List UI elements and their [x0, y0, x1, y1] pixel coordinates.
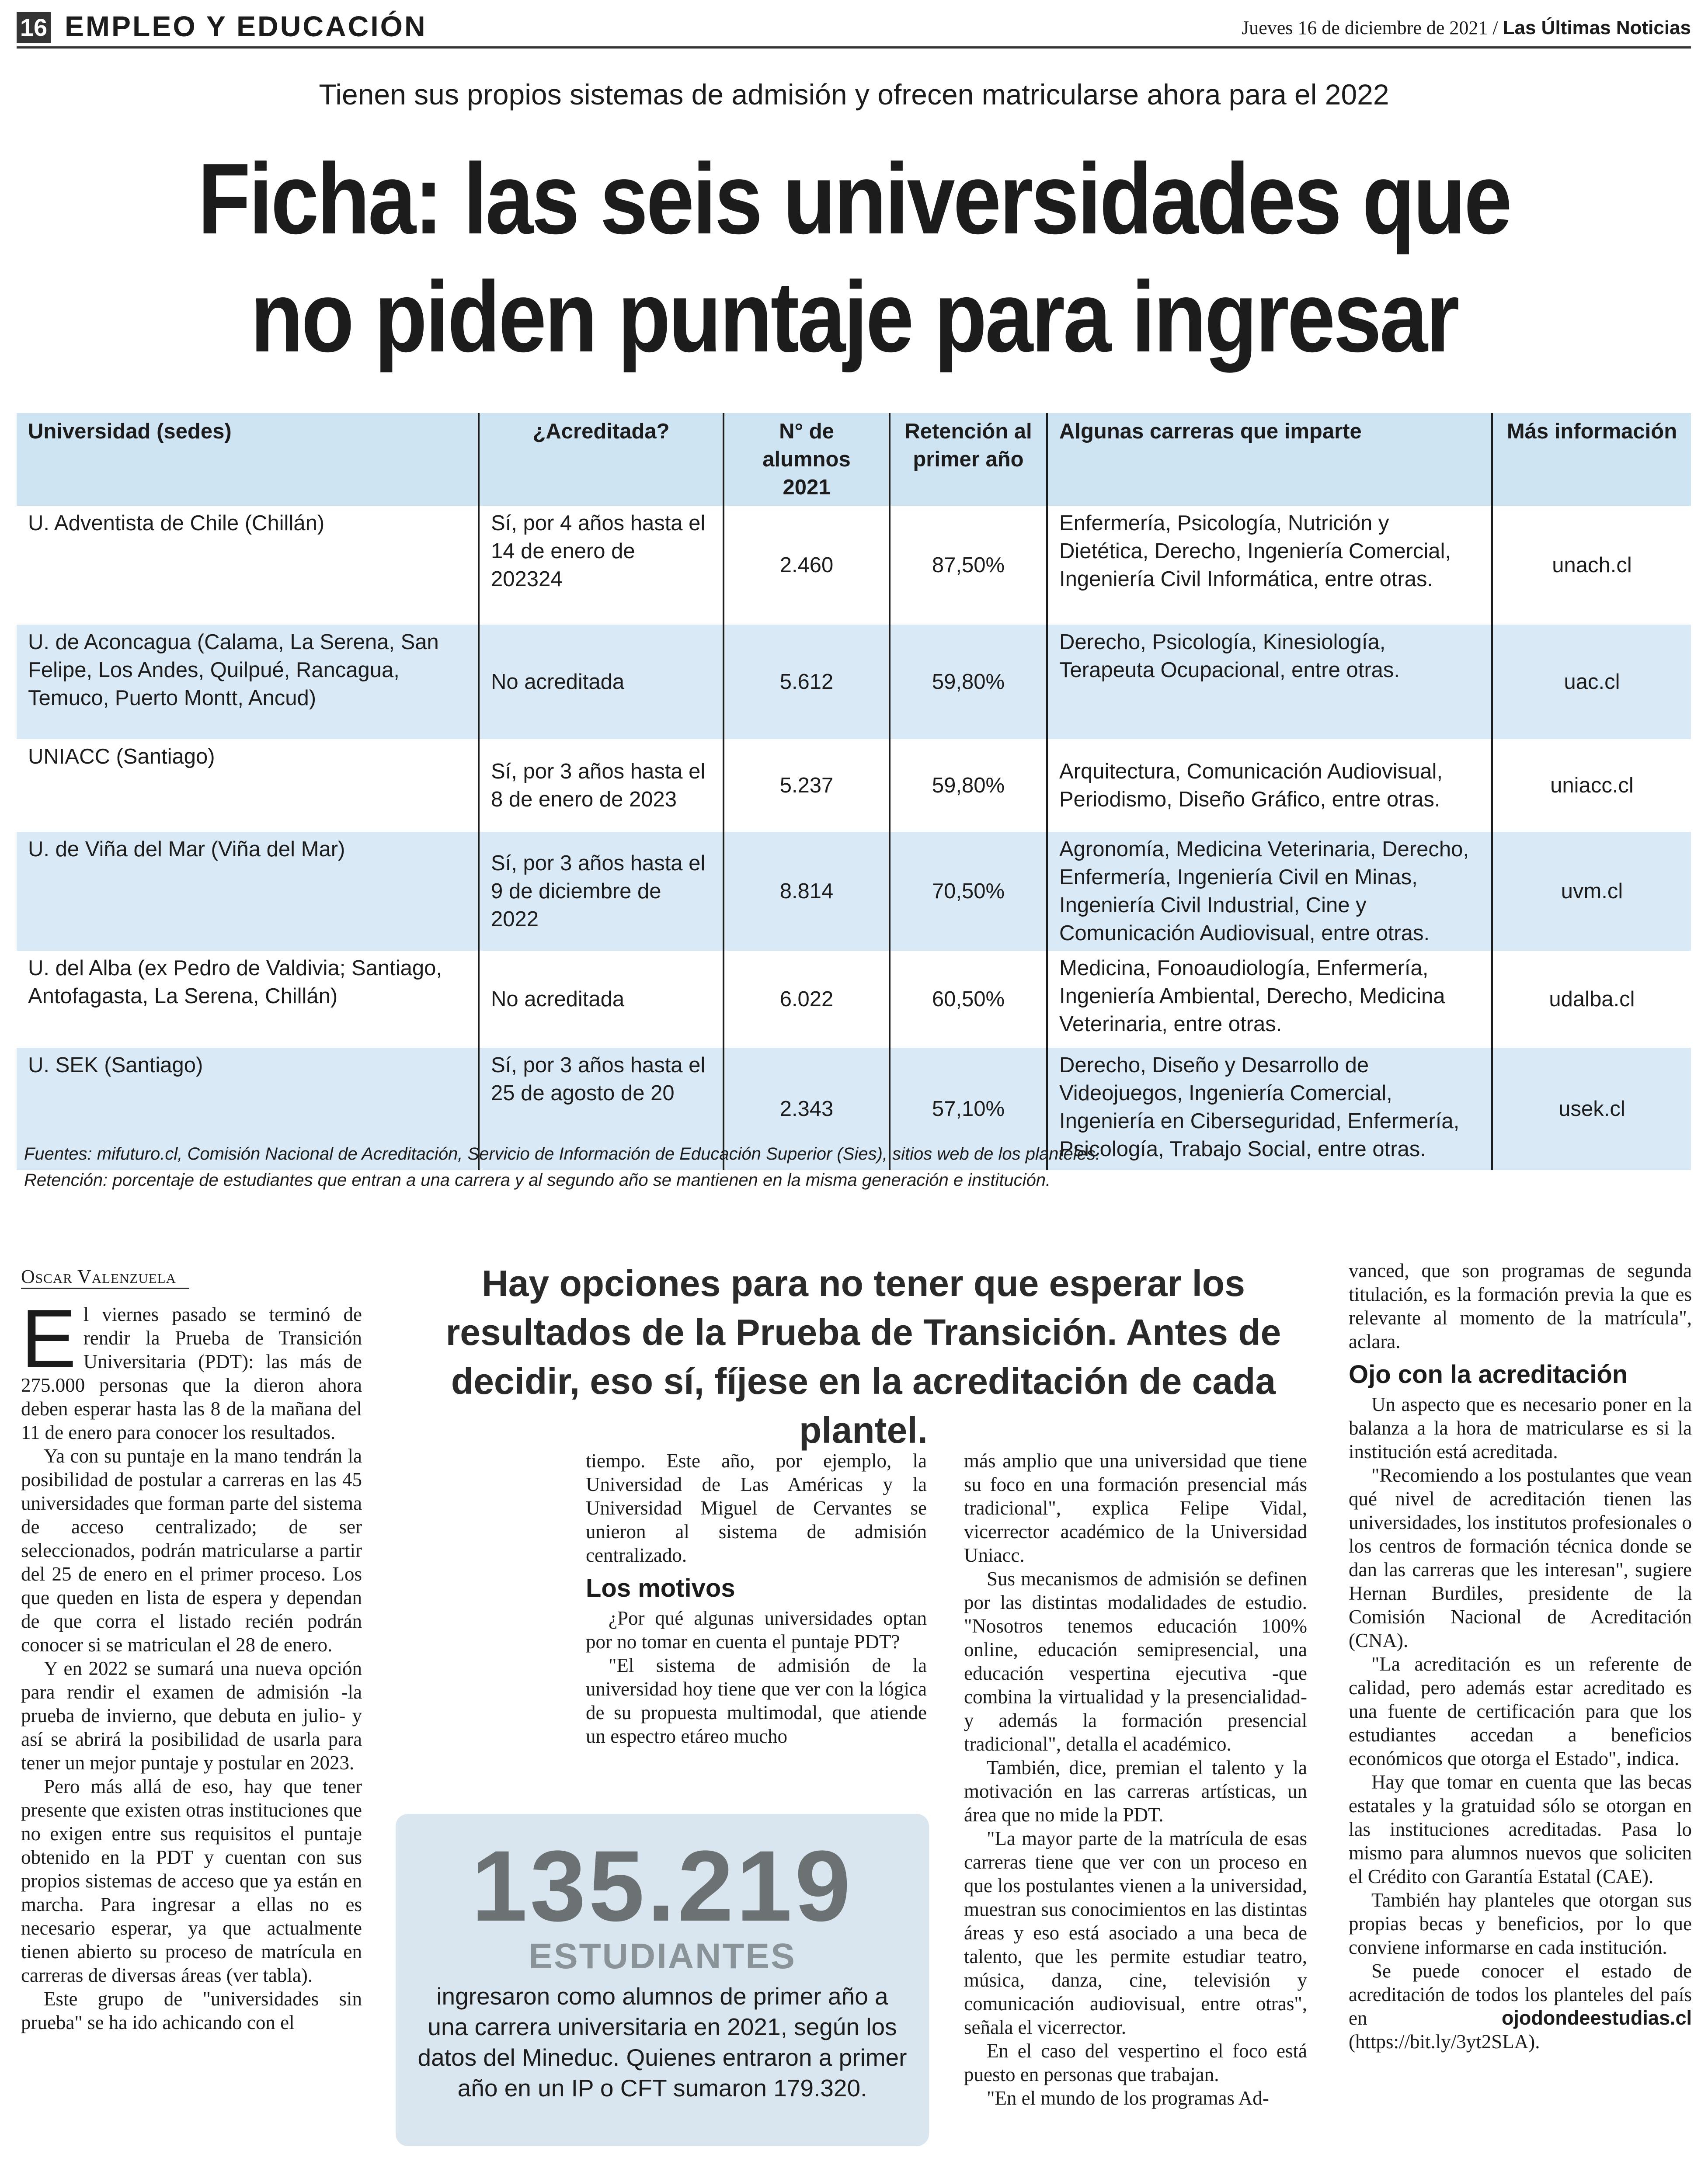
cell-website: unach.cl	[1492, 506, 1691, 625]
article-paragraph: más amplio que una universidad que tiene su foco en una formación presencial más tradicional", explica Felipe Vidal, vicerrector académico de la Universidad Uniacc.	[964, 1450, 1307, 1566]
cell-students: 5.237	[724, 739, 890, 832]
column-header-info: Más información	[1492, 413, 1691, 506]
table-notes	[24, 1141, 1100, 1193]
article-paragraph: ¿Por qué algunas universidades optan por no tomar en cuenta el puntaje PDT?	[586, 1607, 927, 1653]
article-paragraph: "En el mundo de los programas Ad-	[987, 2087, 1269, 2109]
short-url: (https://bit.ly/3yt2SLA).	[1349, 2031, 1540, 2053]
cell-careers: Medicina, Fonoaudiología, Enfermería, Ingeniería Ambiental, Derecho, Medicina Veterinaria, entre otras.	[1047, 951, 1492, 1048]
cell-accredited: No acreditada	[479, 951, 724, 1048]
article-paragraph: Y en 2022 se sumará una nueva opción para rendir el examen de admisión -la prueba de invierno, que debuta en julio- y así se abrirá la posibilidad de usarla para tener un mejor puntaje y postular en 2023.	[21, 1657, 362, 1774]
deck: Hay opciones para no tener que esperar los resultados de la Prueba de Transición. Antes de decidir, eso sí, fíjese en la acreditación de cada plantel.	[445, 1263, 1281, 1451]
cell-retention: 70,50%	[890, 832, 1047, 951]
table-sources: Fuentes: mifuturo.cl, Comisión Nacional de Acreditación, Servicio de Información de Educación Superior (Sies), sitios web de los planteles.	[24, 1144, 1100, 1164]
article-paragraph: Pero más allá de eso, hay que tener presente que existen otras instituciones que no exigen entre sus requisitos el puntaje obtenido en la PDT y cuentan con sus propios sistemas de acceso que ya están en marcha. Para ingresar a ellas no es necesario esperar, ya que actualmente tienen abierto su proceso de matrícula en carreras de diversas áreas (ver tabla).	[21, 1775, 362, 1986]
cell-accredited: Sí, por 3 años hasta el 8 de enero de 2023	[479, 739, 724, 832]
article-paragraph: Ya con su puntaje en la mano tendrán la posibilidad de postular a carreras en las 45 universidades que forman parte del sistema de acceso centralizado; de ser seleccionados, podrán matricularse a partir del 25 de enero en el primer proceso. Los que queden en lista de espera y dependan de que corra el listado recién podrán conocer si se matriculan el 28 de enero.	[21, 1445, 362, 1656]
article-paragraph: En el caso del vespertino el foco está puesto en personas que trabajan.	[964, 2040, 1307, 2085]
cell-retention: 57,10%	[890, 1048, 1047, 1170]
cell-students: 5.612	[724, 625, 890, 739]
article-paragraph: Hay que tomar en cuenta que las becas estatales y la gratuidad sólo se otorgan en las instituciones acreditadas. Pasa lo mismo para alumnos nuevos que soliciten el Crédito con Garantía Estatal (CAE).	[1349, 1771, 1692, 1887]
cell-website: uac.cl	[1492, 625, 1691, 739]
cell-careers: Enfermería, Psicología, Nutrición y Dietética, Derecho, Ingeniería Comercial, Ingeniería Civil Informática, entre otras.	[1047, 506, 1492, 625]
article-column-4	[1349, 1259, 1692, 2053]
cell-accredited: Sí, por 3 años hasta el 25 de agosto de 20	[479, 1048, 724, 1170]
paragraph-text: Se puede conocer el estado de acreditación de todos los planteles del país en	[1349, 1960, 1692, 2029]
cell-university: U. SEK (Santiago)	[17, 1048, 479, 1170]
cell-retention: 87,50%	[890, 506, 1047, 625]
article-paragraph: "Recomiendo a los postulantes que vean qué nivel de acreditación tienen las universidades, los institutos profesionales o los centros de formación técnica donde se dan las carreras que les interesan", sugiere Hernan Burdiles, presidente de la Comisión Nacional de Acreditación (CNA).	[1349, 1464, 1692, 1651]
cell-careers: Derecho, Diseño y Desarrollo de Videojuegos, Ingeniería Comercial, Ingeniería en Ciberseguridad, Enfermería, Psicología, Trabajo Social, entre otras.	[1047, 1048, 1492, 1170]
publication-name: Las Últimas Noticias	[1503, 17, 1691, 38]
dateline	[1242, 17, 1691, 39]
page-header	[17, 8, 1691, 49]
website-link[interactable]: ojodondeestudias.cl	[1501, 2007, 1692, 2029]
table-row	[17, 739, 1691, 832]
cell-students: 2.460	[724, 506, 890, 625]
cell-accredited: No acreditada	[479, 625, 724, 739]
article-paragraph: tiempo. Este año, por ejemplo, la Universidad de Las Américas y la Universidad Miguel de Cervantes se unieron al sistema de admisión centralizado.	[586, 1450, 927, 1566]
cell-careers: Derecho, Psicología, Kinesiología, Terapeuta Ocupacional, entre otras.	[1047, 625, 1492, 739]
column-header-students: N° de alumnos 2021	[724, 413, 890, 506]
cell-retention: 59,80%	[890, 739, 1047, 832]
article-paragraph: "La acreditación es un referente de calidad, pero además estar acreditado es una fuente de certificación para que los estudiantes accedan a beneficios económicos que otorga el Estado", indica.	[1349, 1653, 1692, 1769]
column-header-retention: Retención al primer año	[890, 413, 1047, 506]
table-row	[17, 625, 1691, 739]
issue-date: Jueves 16 de diciembre de 2021 /	[1242, 17, 1503, 38]
table-row	[17, 951, 1691, 1048]
article-paragraph: "El sistema de admisión de la universidad hoy tiene que ver con la lógica de su propuesta multimodal, que atiende un espectro etáreo mucho	[586, 1654, 927, 1747]
cell-website: usek.cl	[1492, 1048, 1691, 1170]
headline-line-1: Ficha: las seis universidades que	[198, 142, 1510, 255]
kicker: Tienen sus propios sistemas de admisión y ofrecen matricularse ahora para el 2022	[319, 78, 1389, 111]
table-header-row	[17, 413, 1691, 506]
cell-website: uvm.cl	[1492, 832, 1691, 951]
article-paragraph	[21, 1292, 362, 1444]
column-header-careers: Algunas carreras que imparte	[1047, 413, 1492, 506]
stat-box	[396, 1814, 929, 2146]
article-paragraph	[1349, 1959, 1692, 2053]
subheading-acreditacion: Ojo con la acreditación	[1349, 1360, 1628, 1389]
retention-note: Retención: porcentaje de estudiantes que entran a una carrera y al segundo año se mantienen en la misma generación e institución.	[24, 1171, 1051, 1190]
article-paragraph: Sus mecanismos de admisión se definen por las distintas modalidades de estudio. "Nosotros tenemos educación 100% online, educación semipresencial, una educación vespertina ejecutiva -que combina la virtualidad y la presencialidad- y además la formación presencial tradicional", detalla el académico.	[964, 1568, 1307, 1755]
stat-unit: ESTUDIANTES	[529, 1936, 796, 1976]
cell-accredited: Sí, por 3 años hasta el 9 de diciembre de 2022	[479, 832, 724, 951]
section-title: EMPLEO Y EDUCACIÓN	[65, 10, 427, 42]
article-column-3	[964, 1449, 1307, 2110]
table-row	[17, 832, 1691, 951]
page-number: 16	[17, 12, 51, 43]
paragraph-text: l viernes pasado se terminó de rendir la Prueba de Transición Universitaria (PDT): las más de 275.000 personas que la dieron ahora deben esperar hasta las 8 de la mañana del 11 de enero para conocer los resultados.	[21, 1303, 362, 1443]
stat-number: 135.219	[471, 1830, 853, 1942]
byline: Oscar Valenzuela	[21, 1265, 189, 1289]
cell-students: 2.343	[724, 1048, 890, 1170]
table-row	[17, 506, 1691, 625]
article-paragraph: vanced, que son programas de segunda titulación, es la formación previa la que es relevante al momento de la matrícula", aclara.	[1349, 1260, 1692, 1352]
cell-retention: 59,80%	[890, 625, 1047, 739]
article-paragraph: Este grupo de "universidades sin prueba" se ha ido achicando con el	[21, 1988, 362, 2033]
universities-table	[17, 413, 1691, 1170]
cell-university: U. de Aconcagua (Calama, La Serena, San Felipe, Los Andes, Quilpué, Rancagua, Temuco, Puerto Montt, Ancud)	[17, 625, 479, 739]
cell-website: uniacc.cl	[1492, 739, 1691, 832]
cell-students: 8.814	[724, 832, 890, 951]
cell-retention: 60,50%	[890, 951, 1047, 1048]
article-column-2	[586, 1449, 927, 1748]
article-paragraph: Un aspecto que es necesario poner en la balanza a la hora de matricularse es si la institución está acreditada.	[1349, 1393, 1692, 1463]
cell-accredited: Sí, por 4 años hasta el 14 de enero de 202324	[479, 506, 724, 625]
cell-university: U. del Alba (ex Pedro de Valdivia; Santiago, Antofagasta, La Serena, Chillán)	[28, 956, 442, 1008]
cell-website: udalba.cl	[1492, 951, 1691, 1048]
article-paragraph: "La mayor parte de la matrícula de esas carreras tiene que ver con un proceso en que los postulantes vienen a la universidad, muestran sus conocimientos en las distintas áreas y eso está asociado a una beca de talento, que les permite estudiar teatro, música, danza, cine, televisión y comunicación audiovisual, entre otras", señala el vicerrector.	[964, 1828, 1307, 2038]
cell-university: U. de Viña del Mar (Viña del Mar)	[17, 832, 479, 951]
column-header-accredited: ¿Acreditada?	[479, 413, 724, 506]
article-column-1	[21, 1292, 362, 2034]
cell-careers: Arquitectura, Comunicación Audiovisual, Periodismo, Diseño Gráfico, entre otras.	[1047, 739, 1492, 832]
cell-careers: Agronomía, Medicina Veterinaria, Derecho, Enfermería, Ingeniería Civil en Minas, Ingeniería Civil Industrial, Cine y Comunicación Audiovisual, entre otras.	[1047, 832, 1492, 951]
stat-description: ingresaron como alumnos de primer año a una carrera universitaria en 2021, según los datos del Mineduc. Quienes entraron a primer año en un IP o CFT sumaron 179.320.	[417, 1983, 907, 2102]
headline	[119, 140, 1588, 376]
cell-university: UNIACC (Santiago)	[28, 745, 215, 768]
subheading-motivos: Los motivos	[586, 1574, 735, 1602]
headline-line-2: no piden puntaje para ingresar	[250, 261, 1458, 373]
article-paragraph: También, dice, premian el talento y la motivación en las carreras artísticas, un área que no mide la PDT.	[964, 1757, 1307, 1826]
column-header-university: Universidad (sedes)	[17, 413, 479, 506]
drop-cap: E	[21, 1292, 77, 1385]
cell-students: 6.022	[724, 951, 890, 1048]
cell-university: U. Adventista de Chile (Chillán)	[28, 511, 325, 535]
article-paragraph: También hay planteles que otorgan sus propias becas y beneficios, por lo que conviene informarse en cada institución.	[1349, 1889, 1692, 1958]
